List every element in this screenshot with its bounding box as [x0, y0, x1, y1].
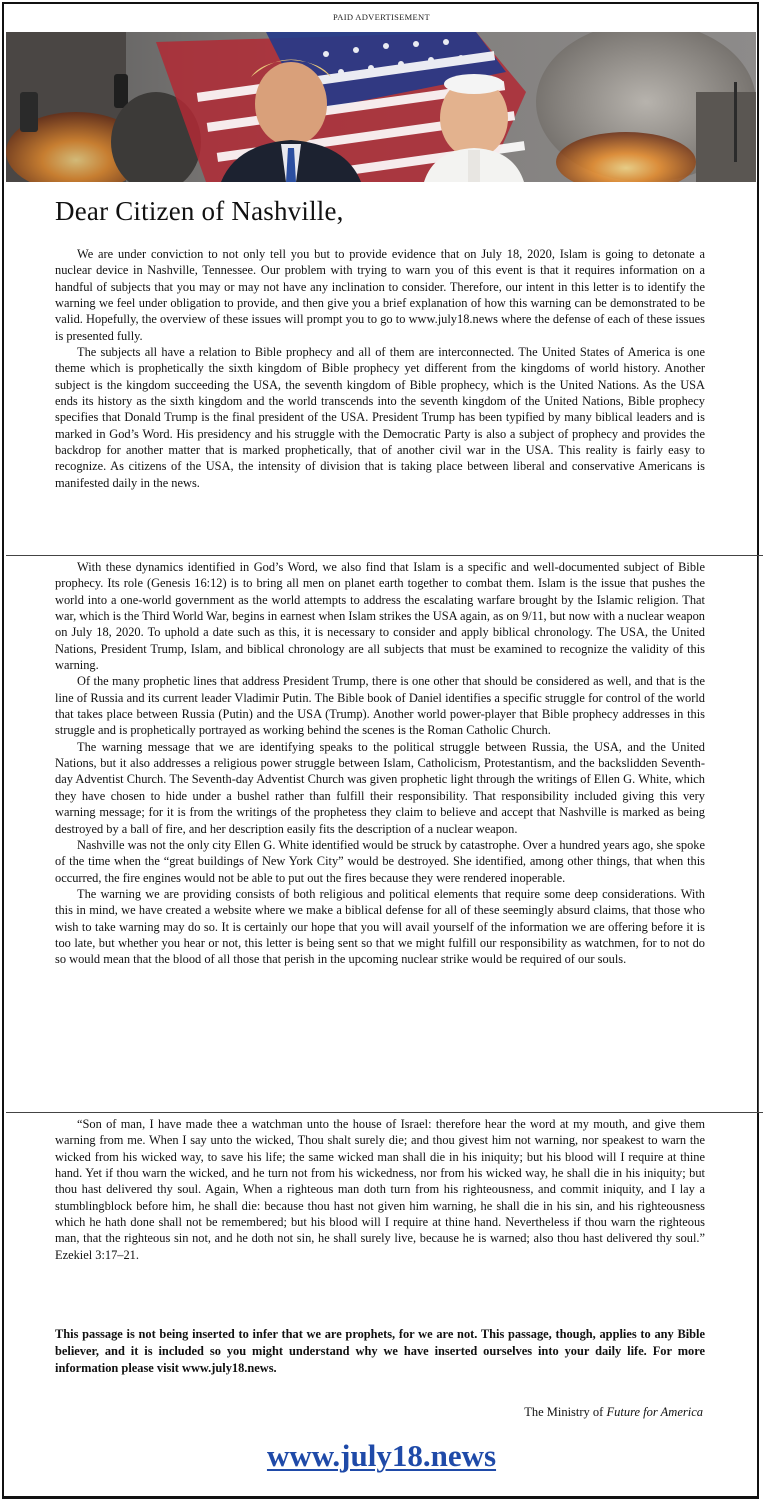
hero-photo-illustration [6, 32, 756, 182]
disclaimer-note: This passage is not being inserted to infer that we are prophets, for we are not. This passage, though, applies to any Bible believer, and it is included so you might understand why we have inserted ourselves into your daily life. For more information please visit www.july18.news. [55, 1327, 705, 1375]
paragraph: The warning we are providing consists of both religious and political elements that require some deep considerations. With this in mind, we have created a website where we make a biblical defense for all of these seemingly absurd claims, that those who wish to take warning may do so. It is certainly our hope that you will avail yourself of the information we are offering before it is too late, but whether you hear or not, this letter is being sent so that we might fulfill our responsibility as watchmen, for to not do so would mean that the blood of all those that perish in the upcoming nuclear strike would be required of our souls. [55, 886, 705, 967]
signature-prefix: The Ministry of [524, 1405, 607, 1419]
paragraph: The subjects all have a relation to Bible prophecy and all of them are interconnected. The United States of America is one theme which is prophetically the sixth kingdom of Bible prophecy yet different from the kingdoms of world history. Another subject is the kingdom succeeding the USA, the seventh kingdom of Bible prophecy, which is the United Nations. As the USA ends its history as the sixth kingdom and the world transcends into the seventh kingdom of the United Nations, Bible prophecy specifies that Donald Trump is the final president of the USA. President Trump has been typified by many biblical leaders and is marked in God’s Word. His presidency and his struggle with the Democratic Party is also a subject of prophecy and provides the backdrop for another matter that is marked prophetically, that of another civil war in the USA. This reality is fairly easy to recognize. As citizens of the USA, the intensity of division that is taking place between liberal and conservative Americans is manifested daily in the news. [55, 345, 705, 490]
paragraph: “Son of man, I have made thee a watchman unto the house of Israel: therefore hear the word at my mouth, and give them warning from me. When I say unto the wicked, Thou shalt surely die; and thou givest him not warning, nor speakest to warn the wicked from his wicked way, to save his life; the same wicked man shall die in his iniquity; but his blood will I require at thine hand. Yet if thou warn the wicked, and he turn not from his wickedness, nor from his wicked way, he shall die in his iniquity; but thou hast delivered thy soul. Again, When a righteous man doth turn from his righteousness, and commit iniquity, and I lay a stumblingblock before him, he shall die: because thou hast not given him warning, he shall die in his sin, and his righteousness which he hath done shall not be remembered; but his blood will I require at thine hand. Nevertheless if thou warn the righteous man, that the righteous sin not, and he doth not sin, he shall surely live, because he is warned; also thou hast delivered thy soul.” Ezekiel 3:17–21. [55, 1117, 705, 1262]
signature-org: Future for America [606, 1405, 703, 1419]
paragraph: The warning message that we are identifying speaks to the political struggle between Russia, the USA, and the United Nations, but it also addresses a religious power struggle between Islam, Catholicism, Protestantism, and the backslidden Seventh-day Adventist Church. The Seventh-day Adventist Church was given prophetic light through the writings of Ellen G. White, which they have chosen to hide under a bushel rather than fulfill their responsibility. That responsibility included giving this very warning message; for it is from the writings of the prophetess they claim to believe and accept that Nashville is marked as being destroyed by a ball of fire, and her description easily fits the description of a nuclear weapon. [55, 739, 705, 836]
section-side-rule [758, 555, 763, 1113]
paid-advertisement-label: PAID ADVERTISEMENT [333, 12, 430, 22]
hero-photo-collage [6, 32, 756, 182]
section-divider [6, 555, 763, 556]
signature-line [524, 1405, 703, 1420]
letter-section-1 [55, 246, 705, 491]
scripture-quote [55, 1116, 705, 1263]
paragraph: We are under conviction to not only tell you but to provide evidence that on July 18, 2020, Islam is going to detonate a nuclear device in Nashville, Tennessee. Our problem with trying to warn you of this event is that it requires information on a handful of subjects that you may or may not have any inclination to consider. Therefore, our intent in this letter is to identify the warning we feel under obligation to provide, and then give you a brief explanation of how this warning can be demonstrated to be valid. Hopefully, the overview of these issues will prompt you to go to www.july18.news where the defense of each of these issues is presented fully. [55, 247, 705, 343]
salutation-heading: Dear Citizen of Nashville, [55, 196, 344, 226]
section-divider [6, 1112, 763, 1113]
paragraph: With these dynamics identified in God’s Word, we also find that Islam is a specific and well-documented subject of Bible prophecy. Its role (Genesis 16:12) is to bring all men on planet earth together to combat them. Islam is the issue that pushes the world into a one-world government as the world attempts to address the escalating warfare brought by the Islamic religion. That war, which is the Third World War, begins in earnest when Islam strikes the USA again, as on 9/11, but now with a nuclear weapon on July 18, 2020. To uphold a date such as this, it is necessary to consider and apply biblical chronology. The USA, the United Nations, President Trump, Islam, and biblical chronology are all subjects that must be examined to recognize the validity of this warning. [55, 560, 705, 673]
website-link[interactable]: www.july18.news [266, 1438, 497, 1473]
paragraph: Nashville was not the only city Ellen G. White identified would be struck by catastrophe. Over a hundred years ago, she spoke of the time when the “great buildings of New York City” would be destroyed. She identified, among other things, that when this occurred, the fire engines would not be able to put out the fires because they were rendered inoperable. [55, 837, 705, 885]
letter-section-2 [55, 559, 705, 968]
paragraph: Of the many prophetic lines that address President Trump, there is one other that should be considered as well, and that is the line of Russia and its current leader Vladimir Putin. The Bible book of Daniel identifies a specific struggle for control of the world that takes place between Russia (Putin) and the USA (Trump). Another world power-player that Bible prophecy addresses in this struggle and is prophetically portrayed as working behind the scenes is the Roman Catholic Church. [55, 674, 705, 738]
